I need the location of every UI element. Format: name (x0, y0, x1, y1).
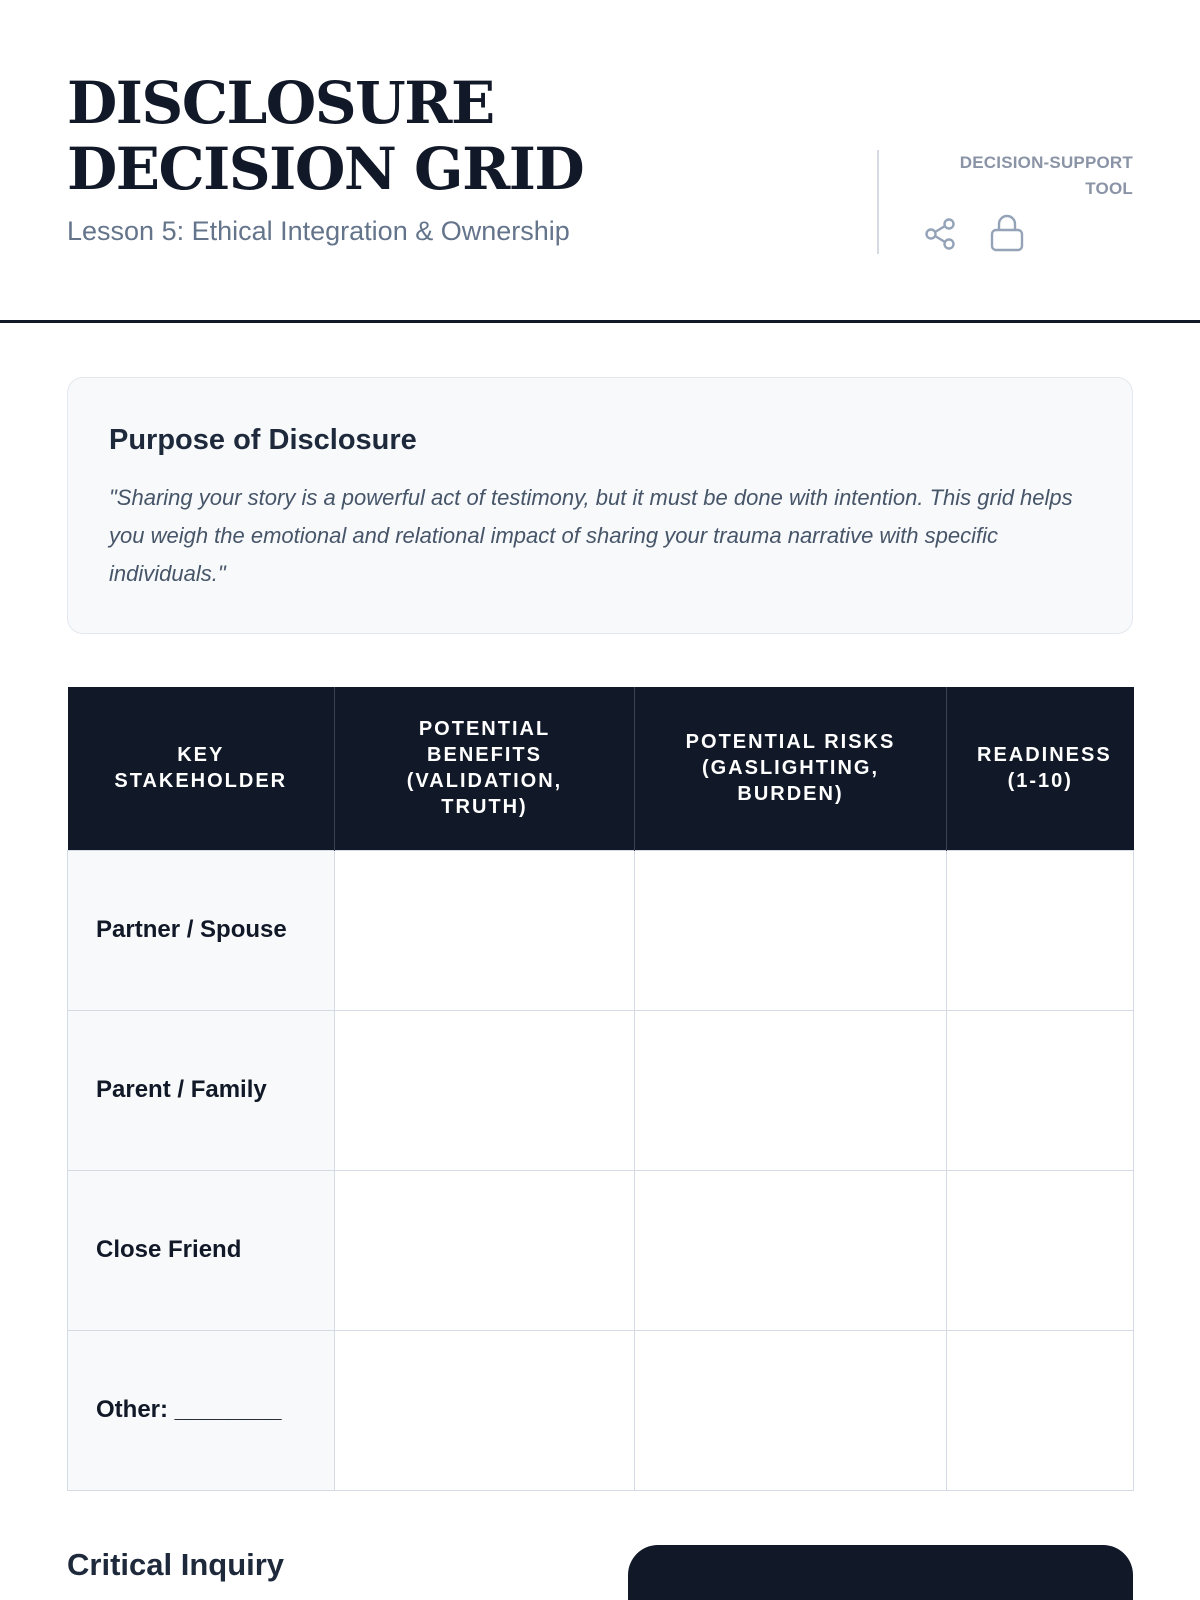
benefits-cell[interactable] (335, 1170, 635, 1330)
page-subtitle: Lesson 5: Ethical Integration & Ownership (67, 216, 570, 246)
table-row (68, 1330, 1134, 1490)
risks-cell[interactable] (635, 1330, 947, 1490)
table-row (68, 1010, 1134, 1170)
purpose-card (67, 377, 1133, 634)
table-row (68, 850, 1134, 1010)
risks-cell[interactable] (635, 850, 947, 1010)
critical-inquiry-heading: Critical Inquiry (67, 1547, 285, 1582)
purpose-title: Purpose of Disclosure (109, 424, 417, 456)
readiness-cell[interactable] (947, 850, 1134, 1010)
table-row (68, 1170, 1134, 1330)
decision-grid (67, 687, 1134, 1491)
stakeholder-label: Close Friend (68, 1170, 335, 1330)
readiness-cell[interactable] (947, 1010, 1134, 1170)
grid-header-row (68, 687, 1134, 850)
stakeholder-label: Partner / Spouse (68, 850, 335, 1010)
page-header (0, 0, 1200, 323)
page-title: DISCLOSURE DECISION GRID (67, 69, 584, 203)
dark-callout-panel (628, 1545, 1133, 1600)
benefits-cell[interactable] (335, 1010, 635, 1170)
column-header-stakeholder: KEY STAKEHOLDER (68, 687, 335, 850)
benefits-cell[interactable] (335, 1330, 635, 1490)
purpose-quote: "Sharing your story is a powerful act of testimony, but it must be done with intention. This grid helps you weigh the emotional and relational impact of sharing your trauma narrative with specific individuals." (109, 485, 1073, 586)
column-header-risks: POTENTIAL RISKS (GASLIGHTING, BURDEN) (635, 687, 947, 850)
benefits-cell[interactable] (335, 850, 635, 1010)
stakeholder-label: Parent / Family (68, 1010, 335, 1170)
column-header-readiness: READINESS (1-10) (947, 687, 1134, 850)
column-header-benefits: POTENTIAL BENEFITS (VALIDATION, TRUTH) (335, 687, 635, 850)
risks-cell[interactable] (635, 1010, 947, 1170)
tool-type-label: DECISION-SUPPORT TOOL (959, 153, 1133, 198)
lock-icon[interactable] (987, 213, 1027, 253)
readiness-cell[interactable] (947, 1170, 1134, 1330)
risks-cell[interactable] (635, 1170, 947, 1330)
readiness-cell[interactable] (947, 1330, 1134, 1490)
header-divider (877, 150, 879, 254)
stakeholder-label: Other: ________ (68, 1330, 335, 1490)
share-icon[interactable] (920, 214, 960, 254)
